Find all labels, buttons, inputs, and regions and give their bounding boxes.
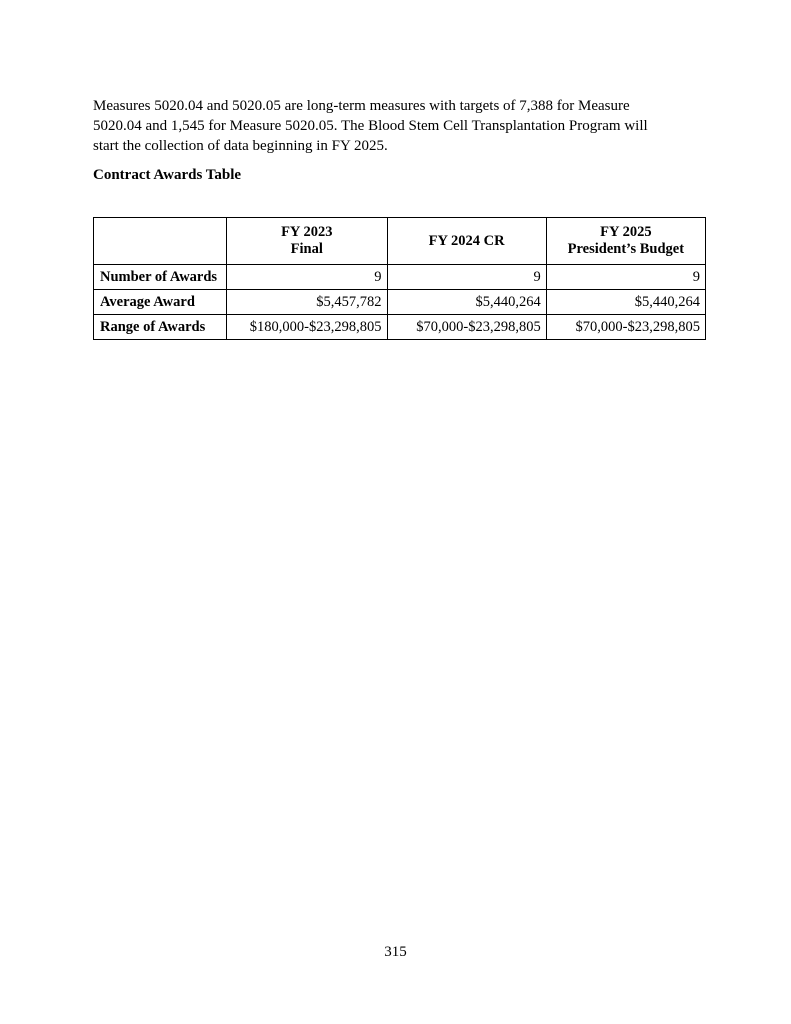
- column-header-fy2025: [546, 218, 705, 265]
- section-title: Contract Awards Table: [93, 167, 242, 183]
- row-label-range-of-awards: Range of Awards: [94, 315, 227, 340]
- column-header-line: FY 2025: [600, 224, 652, 240]
- table-header-row: [94, 218, 706, 265]
- intro-paragraph-line: Measures 5020.04 and 5020.05 are long-term measures with targets of 7,388 for Measure: [93, 98, 630, 114]
- table-cell: 9: [387, 265, 546, 290]
- table-cell: $70,000-$23,298,805: [387, 315, 546, 340]
- column-header-line: Final: [290, 241, 323, 257]
- row-label-average-award: Average Award: [94, 290, 227, 315]
- row-label-number-of-awards: Number of Awards: [94, 265, 227, 290]
- table-row: [94, 315, 706, 340]
- column-header-line: President’s Budget: [567, 241, 685, 257]
- column-header-line: FY 2024 CR: [428, 232, 505, 249]
- column-header-fy2023: [227, 218, 387, 265]
- intro-paragraph: [93, 96, 693, 156]
- column-header-fy2024: [387, 218, 546, 265]
- intro-paragraph-line: start the collection of data beginning in FY 2025.: [93, 138, 388, 154]
- intro-paragraph-line: 5020.04 and 1,545 for Measure 5020.05. The Blood Stem Cell Transplantation Program will: [93, 118, 648, 134]
- table-row: [94, 290, 706, 315]
- column-header-line: FY 2023: [281, 224, 333, 240]
- table-cell: $70,000-$23,298,805: [546, 315, 705, 340]
- table-cell: $5,440,264: [546, 290, 705, 315]
- table-cell: $5,457,782: [227, 290, 387, 315]
- table-cell: $180,000-$23,298,805: [227, 315, 387, 340]
- table-cell: 9: [546, 265, 705, 290]
- page-number: 315: [384, 944, 407, 960]
- contract-awards-table: [93, 217, 706, 340]
- table-corner-cell: [94, 218, 227, 265]
- table-cell: $5,440,264: [387, 290, 546, 315]
- table-row: [94, 265, 706, 290]
- table-cell: 9: [227, 265, 387, 290]
